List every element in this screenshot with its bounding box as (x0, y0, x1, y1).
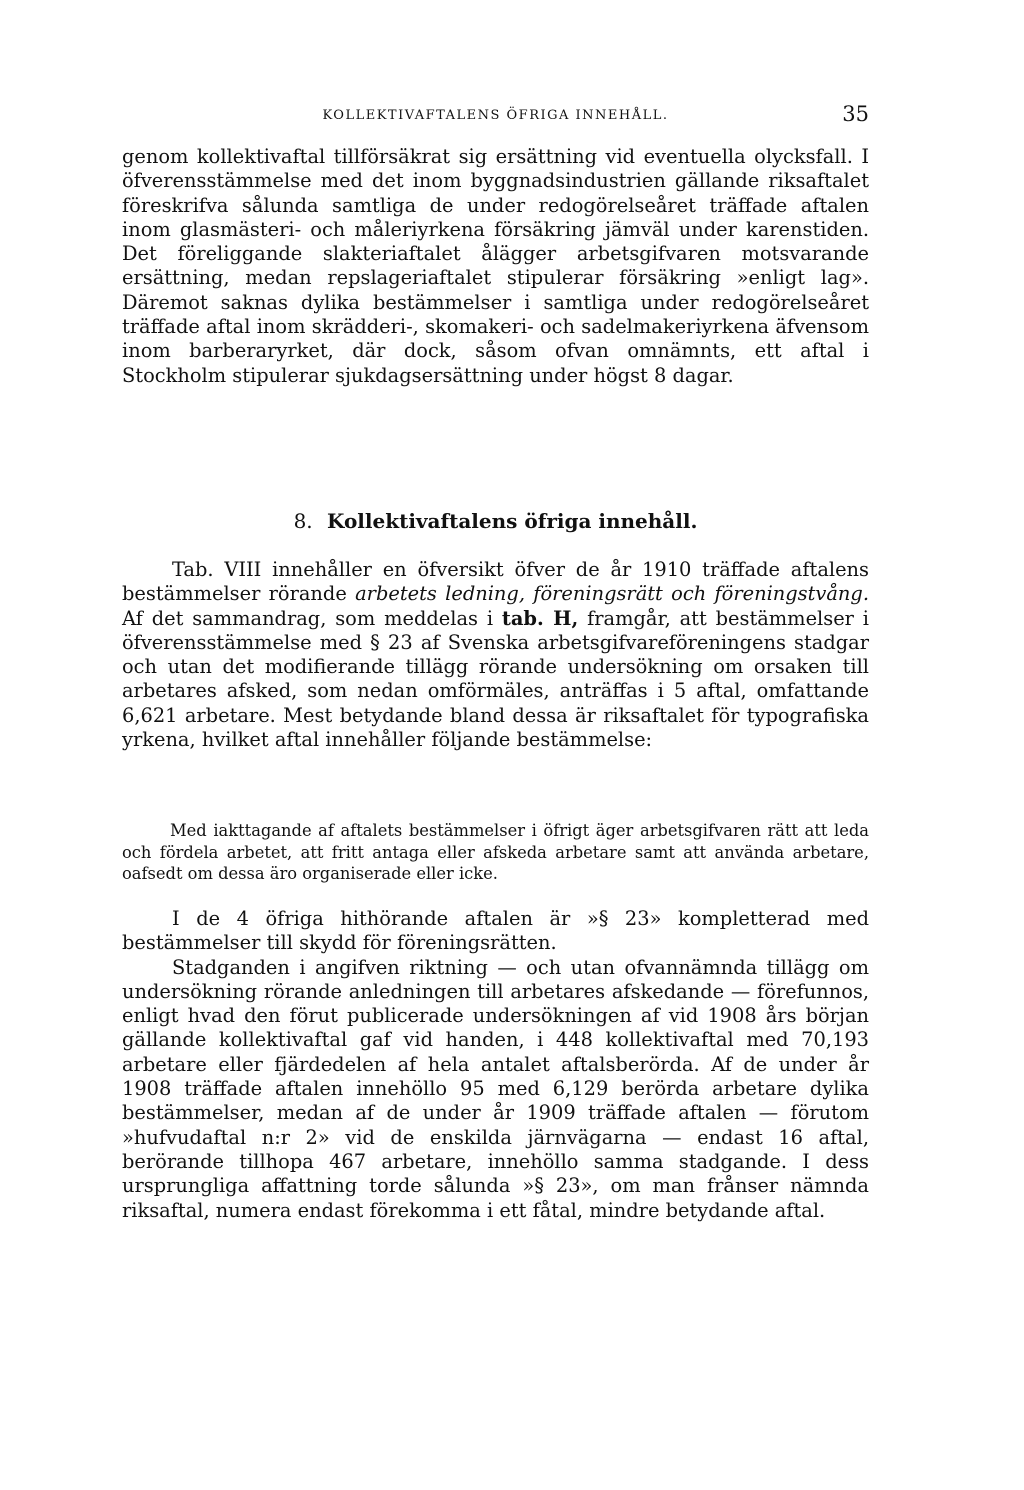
paragraph-4-text: Stadganden i angifven riktning — och utan ofvannämnda tillägg om undersökning rörande anledningen till arbetares afskedande — förefunnos, enligt hvad den förut publicerade undersökningen af vid 1908 års början gällande kollektivaftal gaf vid handen, i 448 kollektivaftal med 70,193 arbetare eller fjärdedelen af hela antalet aftalsberörda. Af de under år 1908 träffade aftalen innehöllo 95 med 6,129 berörda arbetare dylika bestämmelser, medan af de under år 1909 träffade aftalen — förutom »hufvudaftal n:r 2» vid de enskilda järnvägarna — endast 16 aftal, berörande tillhopa 467 arbetare, innehöllo samma stadgande. I dess ursprungliga affattning torde sålunda »§ 23», om man frånser nämnda riksaftal, numera endast förekomma i ett fåtal, mindre betydande aftal. (122, 955, 869, 1222)
paragraph-2-text (122, 558, 869, 752)
paragraph-3-text: I de 4 öfriga hithörande aftalen är »§ 23» kompletterad med bestämmelser till skydd för föreningsrätten. (122, 907, 869, 955)
section-title: Kollektivaftalens öfriga innehåll. (327, 509, 698, 533)
paragraph-1 (122, 145, 869, 388)
quoted-provision (122, 820, 869, 885)
paragraph-2-italic: arbetets ledning, föreningsrätt och föreningstvång. (355, 582, 869, 606)
paragraph-2-part-3: framgår, att bestämmelser i öfverensstämmelse med § 23 af Svenska arbetsgifvareföreningens stadgar och utan det modifierande tillägg rörande undersökning om orsaken till arbetares afsked, som nedan omförmäles, anträffas i 5 aftal, omfattande 6,621 arbetare. Mest betydande bland dessa är riksaftalet för typografiska yrkena, hvilket aftal innehåller följande bestämmelse: (122, 606, 869, 752)
page-number: 35 (842, 102, 869, 126)
paragraph-3-block (122, 907, 869, 1223)
paragraph-1-text: genom kollektivaftal tillförsäkrat sig ersättning vid eventuella olycksfall. I öfverensstämmelse med det inom byggnadsindustrien gällande riksaftalet föreskrifva sålunda samtliga de under redogörelseåret träffade aftalen inom glasmästeri- och måleriyrkena försäkring jämväl under karenstiden. Det föreliggande slakteriaftalet ålägger arbetsgifvaren motsvarande ersättning, medan repslageriaftalet stipulerar försäkring »enligt lag». Däremot saknas dylika bestämmelser i samtliga under redogörelseåret träffade aftal inom skrädderi-, skomakeri- och sadelmakeriyrkena äfvensom inom barberaryrket, där dock, såsom ofvan omnämnts, ett aftal i Stockholm stipulerar sjukdagsersättning under högst 8 dagar. (122, 145, 869, 387)
running-title: KOLLEKTIVAFTALENS ÖFRIGA INNEHÅLL. (322, 108, 669, 123)
section-number: 8. (293, 509, 313, 533)
paragraph-2-part-2: Af det sammandrag, som meddelas i (122, 606, 502, 630)
section-heading (122, 509, 869, 533)
paragraph-2 (122, 558, 869, 752)
quote-text: Med iakttagande af aftalets bestämmelser i öfrigt äger arbetsgifvaren rätt att leda och fördela arbetet, att fritt antaga eller afskeda arbetare samt att använda arbetare, oafsedt om dessa äro organiserade eller icke. (122, 821, 869, 883)
running-header (122, 102, 869, 132)
paragraph-2-tab-reference: tab. H, (501, 606, 579, 630)
paragraph-2-part-1: Tab. VIII innehåller en öfversikt öfver de år 1910 träffade aftalens bestämmelser rörande (122, 558, 869, 606)
